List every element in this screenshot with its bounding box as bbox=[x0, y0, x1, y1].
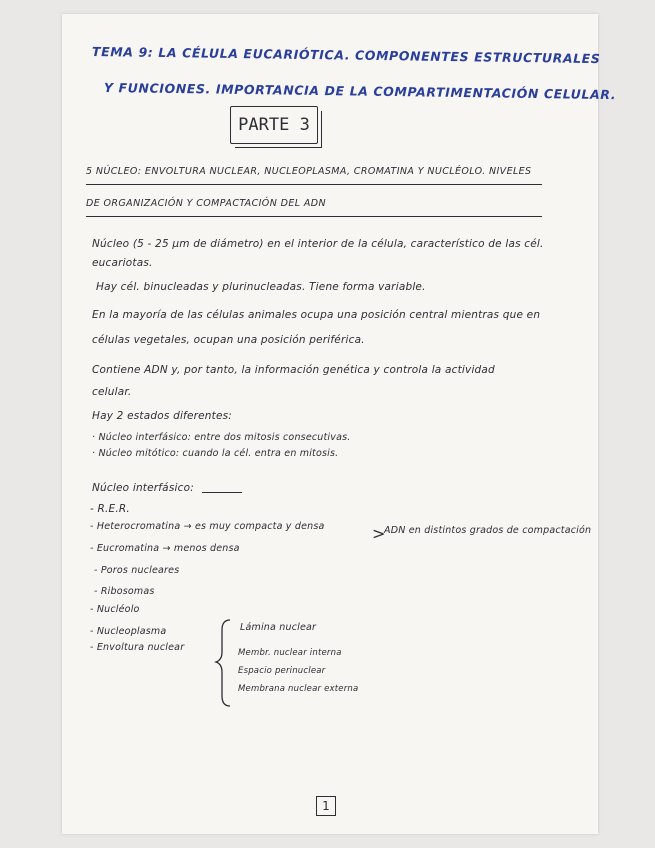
text-dos-estados: Hay 2 estados diferentes: bbox=[92, 410, 233, 422]
text-lamina-nuclear: Lámina nuclear bbox=[240, 622, 317, 633]
title-line-1: TEMA 9: LA CÉLULA EUCARIÓTICA. COMPONENTES ESTRUCTURALES bbox=[91, 44, 601, 67]
section-heading-line-2: DE ORGANIZACIÓN Y COMPACTACIÓN DEL ADN bbox=[86, 198, 326, 209]
list-item-poros: - Poros nucleares bbox=[94, 565, 180, 576]
adn-brace: > bbox=[372, 524, 386, 543]
text-celular: celular. bbox=[92, 386, 132, 398]
text-posicion-central: En la mayoría de las células animales ocupa una posición central mientras que en bbox=[92, 309, 541, 321]
section-heading-line-1: 5 NÚCLEO: ENVOLTURA NUCLEAR, NUCLEOPLASMA, CROMATINA Y NUCLÉOLO. NIVELES bbox=[86, 166, 532, 177]
text-contiene-adn: Contiene ADN y, por tanto, la información genética y controla la actividad bbox=[92, 364, 495, 376]
section-underline-2 bbox=[86, 216, 542, 217]
envoltura-brace bbox=[214, 618, 234, 708]
list-item-envoltura: - Envoltura nuclear bbox=[90, 642, 185, 653]
text-nucleo-interfasico-heading: Núcleo interfásico: bbox=[92, 482, 194, 494]
text-posicion-periferica: células vegetales, ocupan una posición periférica. bbox=[92, 334, 365, 346]
text-adn-compactacion: ADN en distintos grados de compactación bbox=[384, 525, 592, 536]
page-number bbox=[316, 796, 336, 816]
title-line-2: Y FUNCIONES. IMPORTANCIA DE LA COMPARTIMENTACIÓN CELULAR. bbox=[103, 80, 617, 103]
list-item-eucromatina: - Eucromatina → menos densa bbox=[90, 543, 240, 554]
page-number-value: 1 bbox=[322, 799, 330, 813]
list-item-nucleolo: - Nucléolo bbox=[90, 604, 140, 615]
text-membrana-interna: Membr. nuclear interna bbox=[238, 648, 342, 658]
text-espacio-perinuclear: Espacio perinuclear bbox=[238, 666, 326, 676]
text-membrana-externa: Membrana nuclear externa bbox=[238, 684, 359, 694]
notebook-page bbox=[62, 14, 598, 834]
text-binucleadas: Hay cél. binucleadas y plurinucleadas. Tiene forma variable. bbox=[96, 281, 426, 293]
text-eucariotas: eucariotas. bbox=[92, 257, 153, 269]
part-label: PARTE 3 bbox=[238, 115, 310, 135]
blank-line bbox=[202, 492, 242, 493]
text-nucleo-size: Núcleo (5 - 25 µm de diámetro) en el interior de la célula, característico de las cél. bbox=[92, 238, 544, 250]
list-item-nucleoplasma: - Nucleoplasma bbox=[90, 626, 167, 637]
bullet-nucleo-mitotico: · Núcleo mitótico: cuando la cél. entra en mitosis. bbox=[92, 448, 339, 459]
section-underline-1 bbox=[86, 184, 542, 185]
list-item-heterocromatina: - Heterocromatina → es muy compacta y densa bbox=[90, 521, 325, 532]
bullet-nucleo-interfasico: · Núcleo interfásico: entre dos mitosis consecutivas. bbox=[92, 432, 351, 443]
part-label-box bbox=[230, 106, 318, 144]
list-item-rer: - R.E.R. bbox=[90, 503, 130, 515]
list-item-ribosomas: - Ribosomas bbox=[94, 586, 155, 597]
